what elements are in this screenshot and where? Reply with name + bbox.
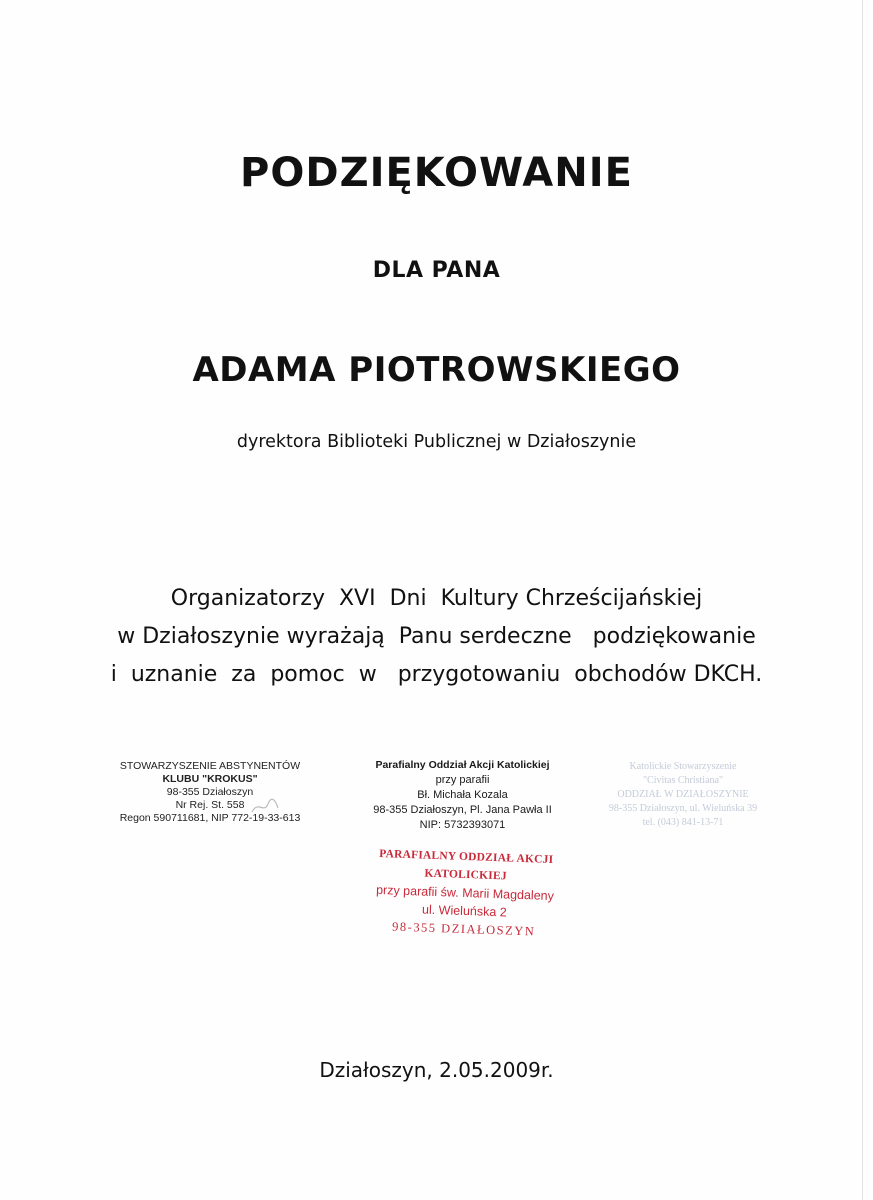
body-text — [0, 580, 873, 694]
recipient-position: dyrektora Biblioteki Publicznej w Działoszynie — [236, 432, 637, 452]
stamp-line: 98-355 Działoszyn — [166, 786, 254, 798]
stamp-akcja-katolicka — [355, 758, 570, 833]
stamp-line: STOWARZYSZENIE ABSTYNENTÓW — [119, 760, 301, 772]
stamp-line: KLUBU "KROKUS" — [162, 773, 258, 785]
stamp-line: Regon 590711681, NIP 772-19-33-613 — [119, 812, 301, 824]
document-subtitle: DLA PANA — [372, 258, 501, 283]
stamp-line: 98-355 Działoszyn, ul. Wieluńska 39 — [608, 803, 758, 814]
stamp-line: Katolickie Stowarzyszenie — [629, 761, 737, 772]
recipient-name: ADAMA PIOTROWSKIEGO — [192, 350, 681, 390]
stamp-line: NIP: 5732393071 — [419, 819, 506, 831]
stamp-line: 98-355 Działoszyn, Pl. Jana Pawła II — [373, 804, 552, 816]
stamp-line: Bł. Michała Kozala — [417, 789, 508, 801]
stamp-line: przy parafii — [435, 774, 490, 786]
document-date: Działoszyn, 2.05.2009r. — [319, 1058, 554, 1082]
signature-scribble — [250, 798, 280, 816]
stamp-line: Parafialny Oddział Akcji Katolickiej — [375, 759, 550, 771]
stamp-faded — [578, 760, 788, 830]
body-line: Organizatorzy XVI Dni Kultury Chrześcijańskiej — [170, 586, 703, 611]
stamp-line: ul. Wieluńska 2 — [421, 902, 507, 920]
body-line: w Działoszynie wyrażają Panu serdeczne podziękowanie — [117, 624, 756, 649]
stamp-line: 98-355 DZIAŁOSZYN — [391, 919, 536, 939]
stamp-line: Nr Rej. St. 558 — [175, 799, 245, 811]
stamp-line: PARAFIALNY ODDZIAŁ AKCJI KATOLICKIEJ — [379, 847, 554, 883]
body-line: i uznanie za pomoc w przygotowaniu obchodów DKCH. — [110, 662, 763, 687]
stamp-red — [339, 844, 592, 943]
stamp-line: "Civitas Christiana" — [642, 775, 724, 786]
stamp-line: przy parafii św. Marii Magdaleny — [375, 882, 555, 904]
stamp-krokus — [110, 760, 310, 825]
stamp-line: ODDZIAŁ W DZIAŁOSZYNIE — [617, 789, 749, 800]
document-title: PODZIĘKOWANIE — [240, 150, 633, 196]
stamp-line: tel. (043) 841-13-71 — [642, 817, 724, 828]
